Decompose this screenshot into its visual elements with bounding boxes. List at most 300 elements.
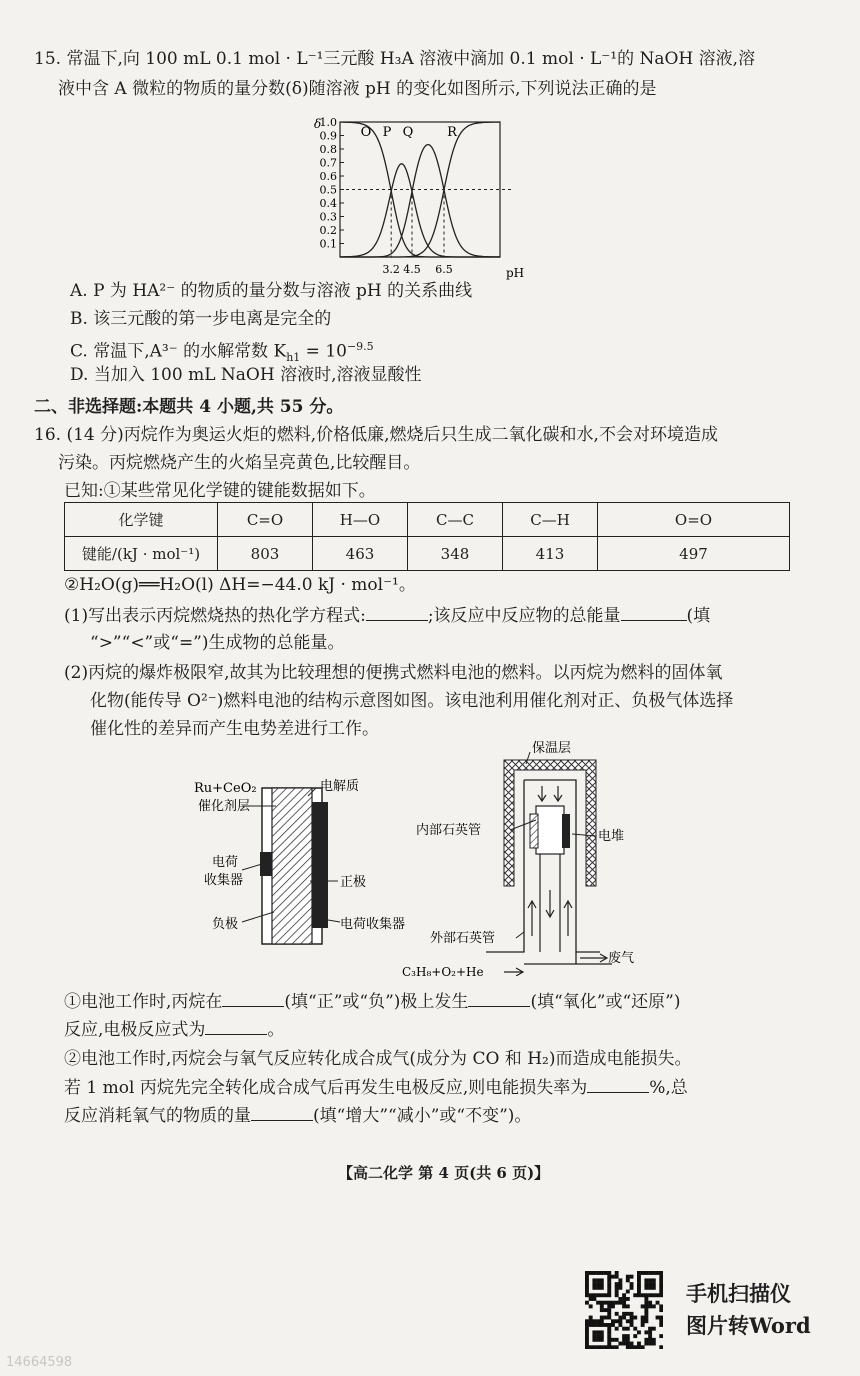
q16-s1-line1: [64, 988, 680, 1015]
q15-option-b: B. 该三元酸的第一步电离是完全的: [70, 309, 332, 329]
qr-module: [630, 1275, 634, 1279]
qr-module: [604, 1345, 608, 1349]
qr-module: [641, 1323, 645, 1327]
qr-module: [604, 1308, 608, 1312]
qr-module: [592, 1282, 596, 1286]
qr-label-2: 图片转Word: [686, 1313, 811, 1338]
q16-part2-line1: (2)丙烷的爆炸极限窄,故其为比较理想的便携式燃料电池的燃料。以丙烷为燃料的固体氧: [64, 663, 723, 683]
leader-line: [328, 920, 340, 922]
qr-module: [618, 1342, 622, 1346]
qr-module: [585, 1275, 589, 1279]
qr-module: [600, 1278, 604, 1282]
energy-cell: 497: [598, 537, 790, 571]
qr-module: [611, 1338, 615, 1342]
y-tick-label: 0.6: [319, 170, 337, 183]
qr-module: [644, 1312, 648, 1316]
qr-label-1: 手机扫描仪: [686, 1281, 791, 1306]
qr-module: [626, 1334, 630, 1338]
qr-module: [626, 1342, 630, 1346]
qr-module: [652, 1282, 656, 1286]
qr-module: [618, 1297, 622, 1301]
qr-module: [607, 1342, 611, 1346]
qr-module: [637, 1278, 641, 1282]
qr-module: [615, 1282, 619, 1286]
qr-module: [604, 1293, 608, 1297]
q15-option-c-tail: = 10: [300, 341, 347, 362]
qr-module: [648, 1286, 652, 1290]
q16-s1-line2: [64, 1016, 284, 1043]
qr-module: [644, 1338, 648, 1342]
qr-module: [600, 1334, 604, 1338]
feed-arrow: [504, 968, 523, 976]
curve-label-o: O: [360, 125, 372, 140]
qr-module: [644, 1271, 648, 1275]
qr-module: [611, 1319, 615, 1323]
cell-stack-right: [562, 814, 570, 848]
answer-blank[interactable]: [621, 602, 687, 621]
qr-module: [596, 1345, 600, 1349]
qr-module: [641, 1293, 645, 1297]
qr-module: [626, 1327, 630, 1331]
q16-s2-text: 若 1 mol 丙烷先完全转化成合成气后再发生电极反应,则电能损失率为: [64, 1078, 588, 1098]
x-tick-label: 4.5: [403, 263, 421, 276]
qr-module: [618, 1319, 622, 1323]
answer-blank[interactable]: [205, 1016, 267, 1035]
q15-stem-line1: 15. 常温下,向 100 mL 0.1 mol · L⁻¹三元酸 H₃A 溶液中滴加 0.1 mol · L⁻¹的 NaOH 溶液,溶: [34, 49, 756, 69]
qr-module: [659, 1319, 663, 1323]
qr-module: [656, 1293, 660, 1297]
exhaust-arrow: [580, 954, 607, 962]
qr-module: [600, 1308, 604, 1312]
qr-module: [637, 1342, 641, 1346]
qr-module: [648, 1301, 652, 1305]
table-row-label: 键能/(kJ · mol⁻¹): [65, 537, 218, 571]
bond-cell: C=O: [218, 503, 313, 537]
qr-module: [659, 1304, 663, 1308]
q16-s2-line1: ②电池工作时,丙烷会与氧气反应转化成合成气(成分为 CO 和 H₂)而造成电能损失。: [64, 1049, 692, 1069]
qr-module: [652, 1286, 656, 1290]
qr-module: [648, 1282, 652, 1286]
curve-label-q: Q: [402, 125, 414, 140]
y-tick-label: 0.3: [319, 210, 337, 224]
curve-label-r: R: [447, 125, 457, 140]
qr-module: [630, 1316, 634, 1320]
label-exhaust: 废气: [608, 951, 635, 966]
q16-part1-text: (1)写出表示丙烷燃烧热的热化学方程式:: [64, 606, 366, 626]
qr-module: [622, 1338, 626, 1342]
qr-module: [596, 1278, 600, 1282]
qr-module: [585, 1323, 589, 1327]
qr-module: [611, 1304, 615, 1308]
qr-module: [611, 1275, 615, 1279]
qr-module: [585, 1345, 589, 1349]
qr-module: [659, 1323, 663, 1327]
qr-module: [656, 1301, 660, 1305]
qr-module: [585, 1334, 589, 1338]
qr-module: [637, 1275, 641, 1279]
qr-module: [615, 1327, 619, 1331]
qr-module: [637, 1293, 641, 1297]
qr-module: [592, 1293, 596, 1297]
y-tick-label: 0.7: [319, 156, 337, 170]
qr-module: [592, 1319, 596, 1323]
qr-module: [585, 1327, 589, 1331]
qr-module: [618, 1323, 622, 1327]
species-curve-q: [340, 145, 500, 258]
qr-module: [607, 1323, 611, 1327]
answer-blank[interactable]: [587, 1074, 649, 1093]
flow-arrow-up: [564, 901, 572, 936]
qr-module: [592, 1297, 596, 1301]
qr-code: [585, 1271, 663, 1349]
qr-module: [648, 1327, 652, 1331]
energy-cell: 348: [408, 537, 503, 571]
qr-module: [615, 1319, 619, 1323]
qr-module: [596, 1271, 600, 1275]
qr-module: [648, 1278, 652, 1282]
qr-module: [626, 1278, 630, 1282]
label-positive: 正极: [340, 875, 367, 890]
qr-module: [585, 1338, 589, 1342]
qr-module: [648, 1271, 652, 1275]
q16-known: 已知:①某些常见化学键的键能数据如下。: [64, 481, 376, 501]
qr-module: [644, 1330, 648, 1334]
q16-s1-text: ①电池工作时,丙烷在: [64, 992, 223, 1012]
qr-module: [644, 1342, 648, 1346]
qr-module: [615, 1290, 619, 1294]
watermark-id: 14664598: [6, 1355, 73, 1370]
qr-module: [644, 1297, 648, 1301]
qr-module: [589, 1297, 593, 1301]
q16-line2: 污染。丙烷燃烧产生的火焰呈亮黄色,比较醒目。: [58, 453, 421, 473]
qr-module: [615, 1345, 619, 1349]
qr-module: [607, 1282, 611, 1286]
qr-module: [615, 1286, 619, 1290]
qr-module: [652, 1327, 656, 1331]
leader-line: [516, 932, 524, 938]
qr-module: [607, 1275, 611, 1279]
qr-module: [630, 1282, 634, 1286]
qr-module: [637, 1286, 641, 1290]
q16-line1: 16. (14 分)丙烷作为奥运火炬的燃料,价格低廉,燃烧后只生成二氧化碳和水,不会对环境造成: [34, 425, 718, 445]
qr-module: [622, 1301, 626, 1305]
qr-module: [652, 1304, 656, 1308]
qr-module: [626, 1338, 630, 1342]
energy-cell: 413: [503, 537, 598, 571]
qr-module: [611, 1323, 615, 1327]
qr-module: [637, 1330, 641, 1334]
qr-module: [615, 1275, 619, 1279]
q16-s1-text: (填“氧化”或“还原”): [530, 992, 681, 1012]
label-negative: 负极: [212, 917, 239, 932]
bond-energy-table: [64, 502, 790, 571]
flow-arrow-down: [546, 890, 554, 917]
qr-module: [607, 1334, 611, 1338]
qr-module: [641, 1304, 645, 1308]
q15-option-a: A. P 为 HA²⁻ 的物质的量分数与溶液 pH 的关系曲线: [70, 281, 473, 301]
qr-module: [611, 1301, 615, 1305]
y-tick-label: 0.9: [319, 129, 337, 143]
qr-module: [644, 1293, 648, 1297]
qr-module: [604, 1316, 608, 1320]
qr-module: [607, 1338, 611, 1342]
answer-blank[interactable]: [468, 988, 530, 1007]
qr-module: [600, 1271, 604, 1275]
qr-module: [622, 1327, 626, 1331]
y-axis-label: δ: [314, 117, 322, 131]
qr-module: [589, 1319, 593, 1323]
qr-module: [600, 1282, 604, 1286]
qr-module: [585, 1278, 589, 1282]
qr-module: [596, 1334, 600, 1338]
qr-module: [659, 1290, 663, 1294]
bond-cell: C—C: [408, 503, 503, 537]
table-header-cell: 化学键: [65, 503, 218, 537]
y-tick-label: 0.5: [319, 183, 337, 197]
qr-module: [585, 1282, 589, 1286]
label-insulation: 保温层: [532, 741, 572, 756]
qr-module: [592, 1338, 596, 1342]
qr-module: [611, 1345, 615, 1349]
q16-s2-line3: [64, 1102, 531, 1129]
page-footer: 【高二化学 第 4 页(共 6 页)】: [338, 1164, 550, 1182]
q16-s2-text: %,总: [649, 1078, 688, 1098]
label-stack: 电堆: [598, 829, 625, 844]
qr-module: [648, 1293, 652, 1297]
qr-module: [604, 1301, 608, 1305]
x-axis-label: pH: [506, 266, 525, 280]
qr-module: [648, 1304, 652, 1308]
positive-collector-block: [312, 802, 328, 928]
q16-part2-line3: 催化性的差异而产生电势差进行工作。: [90, 719, 379, 739]
table-row: [65, 503, 790, 537]
y-tick-label: 1.0: [319, 116, 337, 129]
qr-module: [626, 1275, 630, 1279]
qr-module: [622, 1342, 626, 1346]
qr-module: [585, 1271, 589, 1275]
qr-module: [644, 1319, 648, 1323]
flow-arrow-down: [538, 786, 546, 801]
qr-module: [607, 1290, 611, 1294]
qr-module: [622, 1297, 626, 1301]
qr-module: [659, 1286, 663, 1290]
leader-line: [242, 864, 262, 870]
qr-module: [630, 1323, 634, 1327]
qr-module: [585, 1330, 589, 1334]
q16-s2-line2: [64, 1074, 688, 1101]
qr-module: [585, 1286, 589, 1290]
qr-module: [622, 1334, 626, 1338]
qr-module: [630, 1312, 634, 1316]
qr-module: [652, 1278, 656, 1282]
x-tick-label: 6.5: [435, 263, 453, 276]
bond-cell: H—O: [313, 503, 408, 537]
qr-module: [592, 1334, 596, 1338]
qr-module: [659, 1282, 663, 1286]
qr-module: [600, 1286, 604, 1290]
energy-cell: 803: [218, 537, 313, 571]
qr-module: [607, 1278, 611, 1282]
qr-module: [607, 1304, 611, 1308]
qr-module: [644, 1316, 648, 1320]
y-tick-label: 0.8: [319, 143, 337, 156]
qr-module: [585, 1290, 589, 1294]
qr-module: [626, 1297, 630, 1301]
qr-module: [626, 1312, 630, 1316]
qr-module: [626, 1319, 630, 1323]
qr-module: [652, 1293, 656, 1297]
label-right-collector: 电荷收集器: [340, 917, 406, 932]
qr-module: [600, 1330, 604, 1334]
qr-module: [630, 1319, 634, 1323]
label-catalyst-1: Ru+CeO₂: [194, 781, 257, 796]
answer-blank[interactable]: [222, 988, 284, 1007]
qr-module: [637, 1271, 641, 1275]
qr-module: [659, 1334, 663, 1338]
cell-stack-left: [530, 814, 538, 848]
label-collector-1: 电荷: [212, 855, 239, 870]
qr-module: [592, 1323, 596, 1327]
qr-module: [600, 1293, 604, 1297]
qr-module: [626, 1345, 630, 1349]
q15-option-c-sub: h1: [286, 351, 301, 365]
qr-module: [607, 1345, 611, 1349]
qr-module: [659, 1275, 663, 1279]
qr-module: [659, 1316, 663, 1320]
qr-module: [641, 1345, 645, 1349]
qr-module: [630, 1345, 634, 1349]
qr-module: [644, 1308, 648, 1312]
qr-module: [596, 1282, 600, 1286]
qr-module: [600, 1319, 604, 1323]
qr-module: [633, 1345, 637, 1349]
qr-module: [607, 1293, 611, 1297]
qr-module: [633, 1293, 637, 1297]
qr-module: [615, 1293, 619, 1297]
qr-module: [648, 1338, 652, 1342]
y-tick-label: 0.4: [319, 197, 337, 210]
qr-module: [596, 1323, 600, 1327]
q16-s1-text: 反应,电极反应式为: [64, 1020, 206, 1040]
label-collector-2: 收集器: [204, 873, 244, 888]
energy-cell: 463: [313, 537, 408, 571]
qr-module: [622, 1316, 626, 1320]
q16-s2-text: 反应消耗氧气的物质的量: [64, 1106, 251, 1126]
qr-module: [652, 1271, 656, 1275]
qr-module: [592, 1330, 596, 1334]
q15-option-c-exp: −9.5: [346, 340, 374, 353]
label-electrolyte: 电解质: [320, 779, 360, 794]
qr-module: [633, 1316, 637, 1320]
qr-module: [589, 1304, 593, 1308]
table-row: [65, 537, 790, 571]
inner-quartz-tube: [536, 806, 564, 854]
qr-module: [600, 1316, 604, 1320]
qr-module: [596, 1293, 600, 1297]
qr-module: [633, 1334, 637, 1338]
qr-module: [622, 1304, 626, 1308]
qr-module: [596, 1286, 600, 1290]
q16-part2-line2: 化物(能传导 O²⁻)燃料电池的结构示意图如图。该电池利用催化剂对正、负极气体选择: [90, 691, 734, 711]
qr-module: [656, 1316, 660, 1320]
y-tick-label: 0.2: [319, 224, 337, 237]
qr-module: [592, 1271, 596, 1275]
qr-module: [618, 1282, 622, 1286]
qr-module: [596, 1301, 600, 1305]
qr-module: [626, 1304, 630, 1308]
qr-module: [637, 1290, 641, 1294]
qr-module: [644, 1286, 648, 1290]
q15-option-d: D. 当加入 100 mL NaOH 溶液时,溶液显酸性: [70, 365, 422, 385]
qr-module: [589, 1293, 593, 1297]
label-catalyst-2: 催化剂层: [198, 799, 251, 814]
qr-module: [607, 1312, 611, 1316]
qr-module: [592, 1278, 596, 1282]
qr-module: [622, 1312, 626, 1316]
qr-module: [648, 1330, 652, 1334]
qr-module: [644, 1282, 648, 1286]
y-tick-label: 0.1: [319, 237, 337, 251]
qr-module: [589, 1323, 593, 1327]
qr-module: [589, 1271, 593, 1275]
flow-arrow-up: [528, 901, 536, 936]
qr-module: [607, 1286, 611, 1290]
qr-module: [600, 1345, 604, 1349]
qr-module: [604, 1271, 608, 1275]
label-feed: C₃H₈+O₂+He: [402, 965, 484, 976]
x-tick-label: 3.2: [382, 263, 400, 276]
qr-module: [633, 1327, 637, 1331]
qr-module: [607, 1330, 611, 1334]
qr-module: [618, 1278, 622, 1282]
qr-module: [644, 1304, 648, 1308]
qr-module: [596, 1330, 600, 1334]
qr-module: [607, 1308, 611, 1312]
qr-module: [644, 1301, 648, 1305]
answer-blank[interactable]: [366, 602, 428, 621]
qr-module: [630, 1286, 634, 1290]
answer-blank[interactable]: [251, 1102, 313, 1121]
qr-module: [596, 1319, 600, 1323]
qr-module: [615, 1338, 619, 1342]
q15-stem-line2: 液中含 A 微粒的物质的量分数(δ)随溶液 pH 的变化如图所示,下列说法正确的是: [58, 79, 657, 99]
qr-module: [585, 1301, 589, 1305]
q16-part1-text: ;该反应中反应物的总能量: [427, 606, 621, 626]
bond-cell: C—H: [503, 503, 598, 537]
qr-module: [622, 1293, 626, 1297]
qr-module: [607, 1301, 611, 1305]
qr-module: [600, 1338, 604, 1342]
qr-module: [659, 1293, 663, 1297]
qr-module: [615, 1271, 619, 1275]
qr-module: [600, 1323, 604, 1327]
qr-module: [596, 1338, 600, 1342]
qr-module: [648, 1342, 652, 1346]
q15-option-c-text: C. 常温下,A³⁻ 的水解常数 K: [70, 341, 287, 362]
qr-module: [618, 1286, 622, 1290]
qr-module: [589, 1316, 593, 1320]
qr-module: [589, 1345, 593, 1349]
fuel-cell-furnace-diagram: [400, 740, 640, 976]
qr-module: [652, 1338, 656, 1342]
qr-module: [604, 1323, 608, 1327]
qr-module: [641, 1319, 645, 1323]
q16-s2-text: (填“增大”“减小”或“不变”)。: [313, 1106, 532, 1126]
q16-s1-text: 。: [267, 1020, 285, 1040]
q16-part1-line2: “>”“<”或“=”)生成物的总能量。: [90, 633, 345, 653]
curve-label-p: P: [382, 125, 392, 140]
qr-module: [607, 1327, 611, 1331]
